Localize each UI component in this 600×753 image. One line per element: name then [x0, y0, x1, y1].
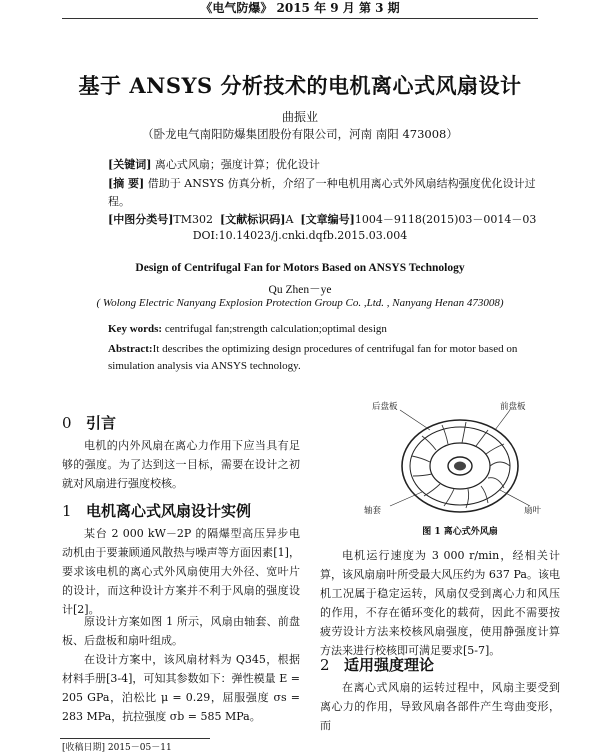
- keywords-line: [108, 156, 548, 174]
- journal-header: 《电气防爆》 2015 年 9 月 第 3 期: [200, 1, 400, 15]
- section-2-paragraph: 在离心式风扇的运转过程中，风扇主要受到离心力的作用，导致风扇各部件产生弯曲变形，而: [320, 681, 560, 732]
- doi: DOI:10.14023/j.cnki.dqfb.2015.03.004: [192, 229, 408, 242]
- section-2-title: 适用强度理论: [344, 656, 435, 674]
- section-0-title: 引言: [86, 414, 117, 432]
- figure-label-front-plate: 前盘板: [500, 402, 526, 412]
- section-2-number: 2: [320, 656, 330, 674]
- english-keywords-label: Key words:: [108, 323, 163, 335]
- paper-title: 基于 ANSYS 分析技术的电机离心式风扇设计: [78, 73, 522, 98]
- affiliation: （卧龙电气南阳防爆集团股份有限公司，河南 南阳 473008）: [142, 127, 458, 141]
- english-title: Design of Centrifugal Fan for Motors Based on ANSYS Technology: [135, 262, 465, 274]
- english-affiliation: ( Wolong Electric Nanyang Explosion Protection Group Co. ,Ltd. , Nanyang Henan 473008): [96, 297, 504, 309]
- figure-label-rear-plate: 后盘板: [372, 402, 398, 412]
- abstract-line: [108, 175, 548, 211]
- english-abstract-label: Abstract:: [108, 343, 153, 355]
- docid-label: [文献标识码]: [220, 213, 286, 226]
- author: 曲振业: [281, 110, 318, 124]
- abstract-text: 借助于 ANSYS 仿真分析，介绍了一种电机用离心式外风扇结构强度优化设计过程。: [108, 177, 536, 208]
- right-column-paragraph: 电机运行速度为 3 000 r/min，经相关计算，该风扇扇叶所受最大风压约为 637 Pa。该电机工况属于稳定运转，风扇仅受到离心力和风压的作用，不存在循环变化的载荷，因此不需要按疲劳设计方法来校核风扇强度，使用静强度计算方法来进行校核即可满足要求[5-7]。: [320, 549, 560, 657]
- keywords-label: [关键词]: [108, 158, 152, 171]
- section-1-paragraph-1: 某台 2 000 kW－2P 的隔爆型高压异步电动机由于要兼顾通风散热与噪声等方面因素[1]，要求该电机的离心式外风扇使用大外径、宽叶片的设计，而这种设计方案并不利于风扇的强度设计[2]。: [62, 527, 300, 616]
- abstract-label: [摘 要]: [108, 177, 145, 190]
- article-label: [文章编号]: [300, 213, 355, 226]
- section-1-number: 1: [62, 502, 72, 520]
- footnote-rule: [60, 738, 210, 739]
- section-1-title: 电机离心式风扇设计实例: [86, 502, 252, 520]
- intro-paragraph: 电机的内外风扇在离心力作用下应当具有足够的强度。为了达到这一目标，需要在设计之初就对风扇进行强度校核。: [62, 439, 300, 490]
- figure-caption: 图 1 离心式外风扇: [422, 527, 498, 537]
- class-label: [中图分类号]: [108, 213, 174, 226]
- figure-1: [360, 400, 560, 518]
- figure-label-blade: 扇叶: [524, 506, 542, 516]
- section-0-heading: [62, 412, 312, 433]
- article-value: 1004－9118(2015)03－0014－03: [354, 213, 537, 226]
- received-date: [收稿日期] 2015－05－11: [62, 743, 172, 753]
- english-author: Qu Zhen－ye: [268, 284, 332, 296]
- docid-value: A: [285, 213, 294, 226]
- section-0-number: 0: [62, 414, 72, 432]
- centrifugal-fan-drawing: [360, 400, 560, 518]
- section-1-heading: [62, 500, 312, 521]
- section-1-paragraph-3: 在设计方案中，该风扇材料为 Q345，根据材料手册[3-4]，可知其参数如下：弹性模量 E = 205 GPa，泊松比 μ = 0.29，屈服强度 σs = 283 MPa，抗拉强度 σb = 585 MPa。: [62, 653, 300, 723]
- figure-label-sleeve: 轴套: [364, 506, 382, 516]
- header-rule: [62, 18, 538, 19]
- keywords: 离心式风扇；强度计算；优化设计: [154, 158, 320, 171]
- english-abstract: [108, 341, 548, 375]
- english-abstract-text: It describes the optimizing design procedures of centrifugal fan for motor based on simulation analysis via ANSYS technology.: [108, 343, 518, 372]
- english-keywords-text: centrifugal fan;strength calculation;optimal design: [164, 323, 387, 335]
- english-keywords: [108, 323, 548, 335]
- section-1-paragraph-2: 原设计方案如图 1 所示，风扇由轴套、前盘板、后盘板和扇叶组成。: [62, 615, 300, 647]
- section-2-heading: [320, 654, 560, 675]
- classification-line: [108, 211, 548, 229]
- class-value: TM302: [173, 213, 214, 226]
